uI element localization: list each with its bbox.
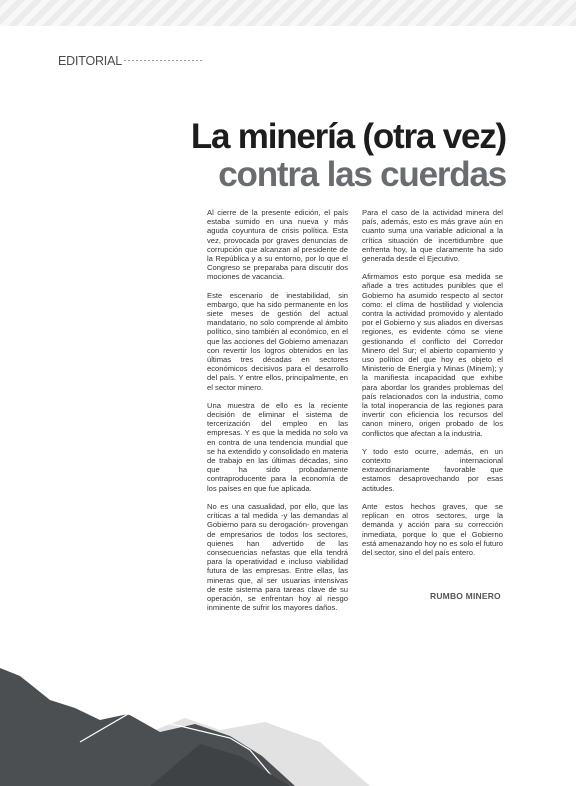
section-label-text: EDITORIAL: [58, 54, 122, 68]
paragraph: Ante estos hechos graves, que se replican en otros sectores, urge la demanda y acción para su corrección inmediata, porque lo que el Gobierno está amenazando hoy no es solo el futuro del sector, sino el del país entero.: [362, 501, 503, 557]
paragraph: Al cierre de la presente edición, el país estaba sumido en una nueva y más aguda coyuntura de crisis política. Esta vez, provocada por graves denuncias de corrupción que alcanzan al presidente de la República y a su entorno, por lo que el Congreso se preparaba para discutir dos mociones de vacancia.: [207, 208, 348, 282]
author-signature: RUMBO MINERO: [430, 591, 501, 601]
article-title-line2: contra las cuerdas: [218, 155, 506, 194]
text-column-left: [207, 208, 348, 621]
section-rule: [124, 60, 204, 61]
paragraph: Afirmamos esto porque esa medida se añade a tres actitudes punibles que el Gobierno ha asumido respecto al sector como: el clima de hostilidad y violencia contra la actividad promovido y alentado por el Gobierno y sus aliados en diversas regiones, es evidente cómo se viene gestionando el conflicto del Corredor Minero del Sur; el abierto copamiento y uso político del que hoy es objeto el Ministerio de Energía y Minas (Minem); y la manifiesta incapacidad que exhibe para abordar los grandes problemas del país relacionados con la industria, como la total inoperancia de las regiones para invertir con eficiencia los recursos del canon minero, origen probado de los conflictos que afectan a la industria.: [362, 272, 503, 438]
paragraph: Una muestra de ello es la reciente decisión de eliminar el sistema de tercerización del empleo en las empresas. Y es que la medida no solo va en contra de una tendencia mundial que se ha extendido y consolidado en materia de trabajo en las últimas décadas, sino que ha sido probadamente contraproducente para la economía de los países en que fue aplicada.: [207, 400, 348, 493]
text-column-right: [362, 208, 503, 566]
paragraph: No es una casualidad, por ello, que las críticas a tal medida -y las demandas al Gobierno para su derogación- provengan de empresarios de todos los sectores, quienes han advertido de las consecuencias nefastas que ella tendrá para la operatividad e incluso viabilidad futura de las empresas. Entre ellas, las mineras que, al ser usuarias intensivas de este sistema para tareas clave de su operación, se enfrentan hoy al riesgo inminente de sufrir los mayores daños.: [207, 501, 348, 613]
paragraph: Este escenario de inestabilidad, sin embargo, que ha sido permanente en los siete meses de gestión del actual mandatario, no solo comprende al ámbito político, sino también al económico, en el que las acciones del Gobierno amenazan con revertir los logros obtenidos en las últimas tres décadas en sectores económicos decisivos para el desarrollo del país. Y entre ellos, principalmente, en el sector minero.: [207, 290, 348, 392]
article-title-line1: La minería (otra vez): [190, 117, 506, 156]
decorative-header-stripe: [0, 0, 576, 26]
mountain-illustration: [0, 660, 576, 786]
section-label: [58, 54, 122, 68]
paragraph: Y todo esto ocurre, además, en un contexto internacional extraordinariamente favorable que estamos desaprovechando por esas actitudes.: [362, 446, 503, 493]
paragraph: Para el caso de la actividad minera del país, además, esto es más grave aún en cuanto suma una variable adicional a la crítica situación de incertidumbre que enfrenta hoy, la que claramente ha sido generada desde el Ejecutivo.: [362, 208, 503, 264]
